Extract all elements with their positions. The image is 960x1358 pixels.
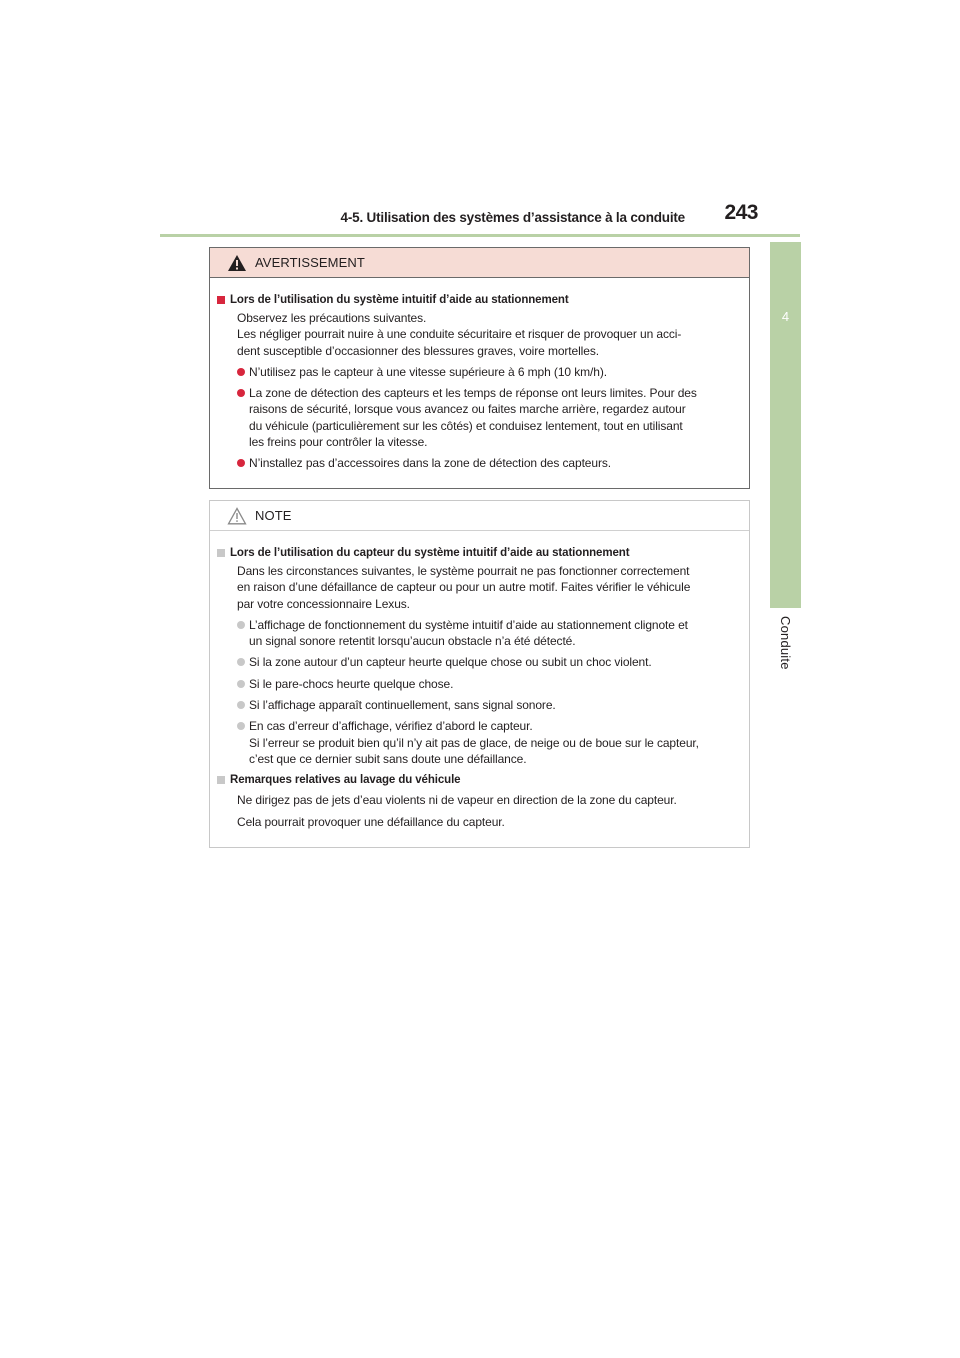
warning-intro bbox=[217, 310, 743, 359]
chapter-number: 4 bbox=[781, 309, 790, 324]
warning-triangle-icon bbox=[227, 254, 247, 272]
warning-intro-line: Observez les précautions suivantes. bbox=[237, 311, 427, 325]
warning-label: AVERTISSEMENT bbox=[255, 255, 365, 270]
note-intro-line: par votre concessionnaire Lexus. bbox=[237, 596, 410, 611]
note-intro-line: en raison d’une défaillance de capteur ou pour un autre motif. Faites vérifier le véhicule bbox=[237, 580, 691, 595]
note-para: Ne dirigez pas de jets d’eau violents ni de vapeur en direction de la zone du capteur. bbox=[237, 793, 677, 808]
note-bullet bbox=[217, 697, 743, 713]
bullet-line: c’est que ce dernier subit sans doute une défaillance. bbox=[249, 751, 527, 766]
note-section-title: Lors de l’utilisation du capteur du système intuitif d’aide au stationnement bbox=[217, 545, 743, 561]
note-box-body bbox=[210, 545, 749, 830]
chapter-label: Conduite bbox=[778, 616, 793, 670]
bullet-line: les freins pour contrôler la vitesse. bbox=[249, 435, 428, 450]
bullet-line: raisons de sécurité, lorsque vous avancez ou faites marche arrière, regardez autour bbox=[249, 402, 686, 417]
warning-bullet bbox=[217, 455, 743, 471]
note-box-header bbox=[210, 501, 749, 531]
note-bullet bbox=[217, 718, 743, 767]
warning-intro-line: Les négliger pourrait nuire à une conduite sécuritaire et risquer de provoquer un acci- bbox=[237, 327, 682, 342]
bullet-line: Si le pare-chocs heurte quelque chose. bbox=[249, 676, 454, 691]
bullet-line: un signal sonore retentit lorsqu’aucun obstacle n’a été détecté. bbox=[249, 634, 576, 649]
bullet-line: En cas d’erreur d’affichage, vérifiez d’abord le capteur. bbox=[249, 719, 533, 734]
warning-intro-line: dent susceptible d’occasionner des blessures graves, voire mortelles. bbox=[237, 343, 599, 358]
note-bullet bbox=[217, 676, 743, 692]
note-bullet bbox=[217, 654, 743, 670]
note-label: NOTE bbox=[255, 508, 292, 523]
bullet-line: Si la zone autour d’un capteur heurte quelque chose ou subit un choc violent. bbox=[249, 655, 652, 670]
note-intro-line: Dans les circonstances suivantes, le système pourrait ne pas fonctionner correctement bbox=[237, 564, 690, 578]
caution-triangle-icon bbox=[227, 507, 247, 525]
bullet-line: Si l’erreur se produit bien qu’il n’y ait pas de glace, de neige ou de boue sur le capteur, bbox=[249, 735, 699, 750]
note-box bbox=[209, 500, 750, 848]
page-header bbox=[160, 200, 800, 237]
note-section-title: Remarques relatives au lavage du véhicule bbox=[217, 772, 743, 788]
bullet-line: N’utilisez pas le capteur à une vitesse supérieure à 6 mph (10 km/h). bbox=[249, 364, 607, 379]
warning-box-header bbox=[210, 248, 749, 278]
page-number: 243 bbox=[724, 201, 758, 224]
bullet-line: Si l’affichage apparaît continuellement, sans signal sonore. bbox=[249, 698, 556, 713]
warning-bullet bbox=[217, 364, 743, 380]
warning-box bbox=[209, 247, 750, 489]
bullet-line: L’affichage de fonctionnement du système intuitif d’aide au stationnement clignote et bbox=[249, 617, 688, 632]
bullet-line: N’installez pas d’accessoires dans la zone de détection des capteurs. bbox=[249, 456, 611, 471]
chapter-tab bbox=[770, 242, 801, 608]
section-title: 4-5. Utilisation des systèmes d’assistance à la conduite bbox=[340, 210, 685, 225]
note-bullet bbox=[217, 617, 743, 650]
warning-box-body bbox=[210, 292, 749, 472]
warning-bullet bbox=[217, 385, 743, 450]
bullet-line: La zone de détection des capteurs et les temps de réponse ont leurs limites. Pour des bbox=[249, 386, 697, 401]
warning-section-title: Lors de l’utilisation du système intuitif d’aide au stationnement bbox=[217, 292, 743, 308]
bullet-line: du véhicule (particulièrement sur les côtés) et conduisez lentement, tout en utilisant bbox=[249, 418, 683, 433]
note-intro bbox=[217, 563, 743, 612]
note-para: Cela pourrait provoquer une défaillance du capteur. bbox=[237, 814, 505, 829]
chapter-label-container bbox=[770, 612, 801, 692]
